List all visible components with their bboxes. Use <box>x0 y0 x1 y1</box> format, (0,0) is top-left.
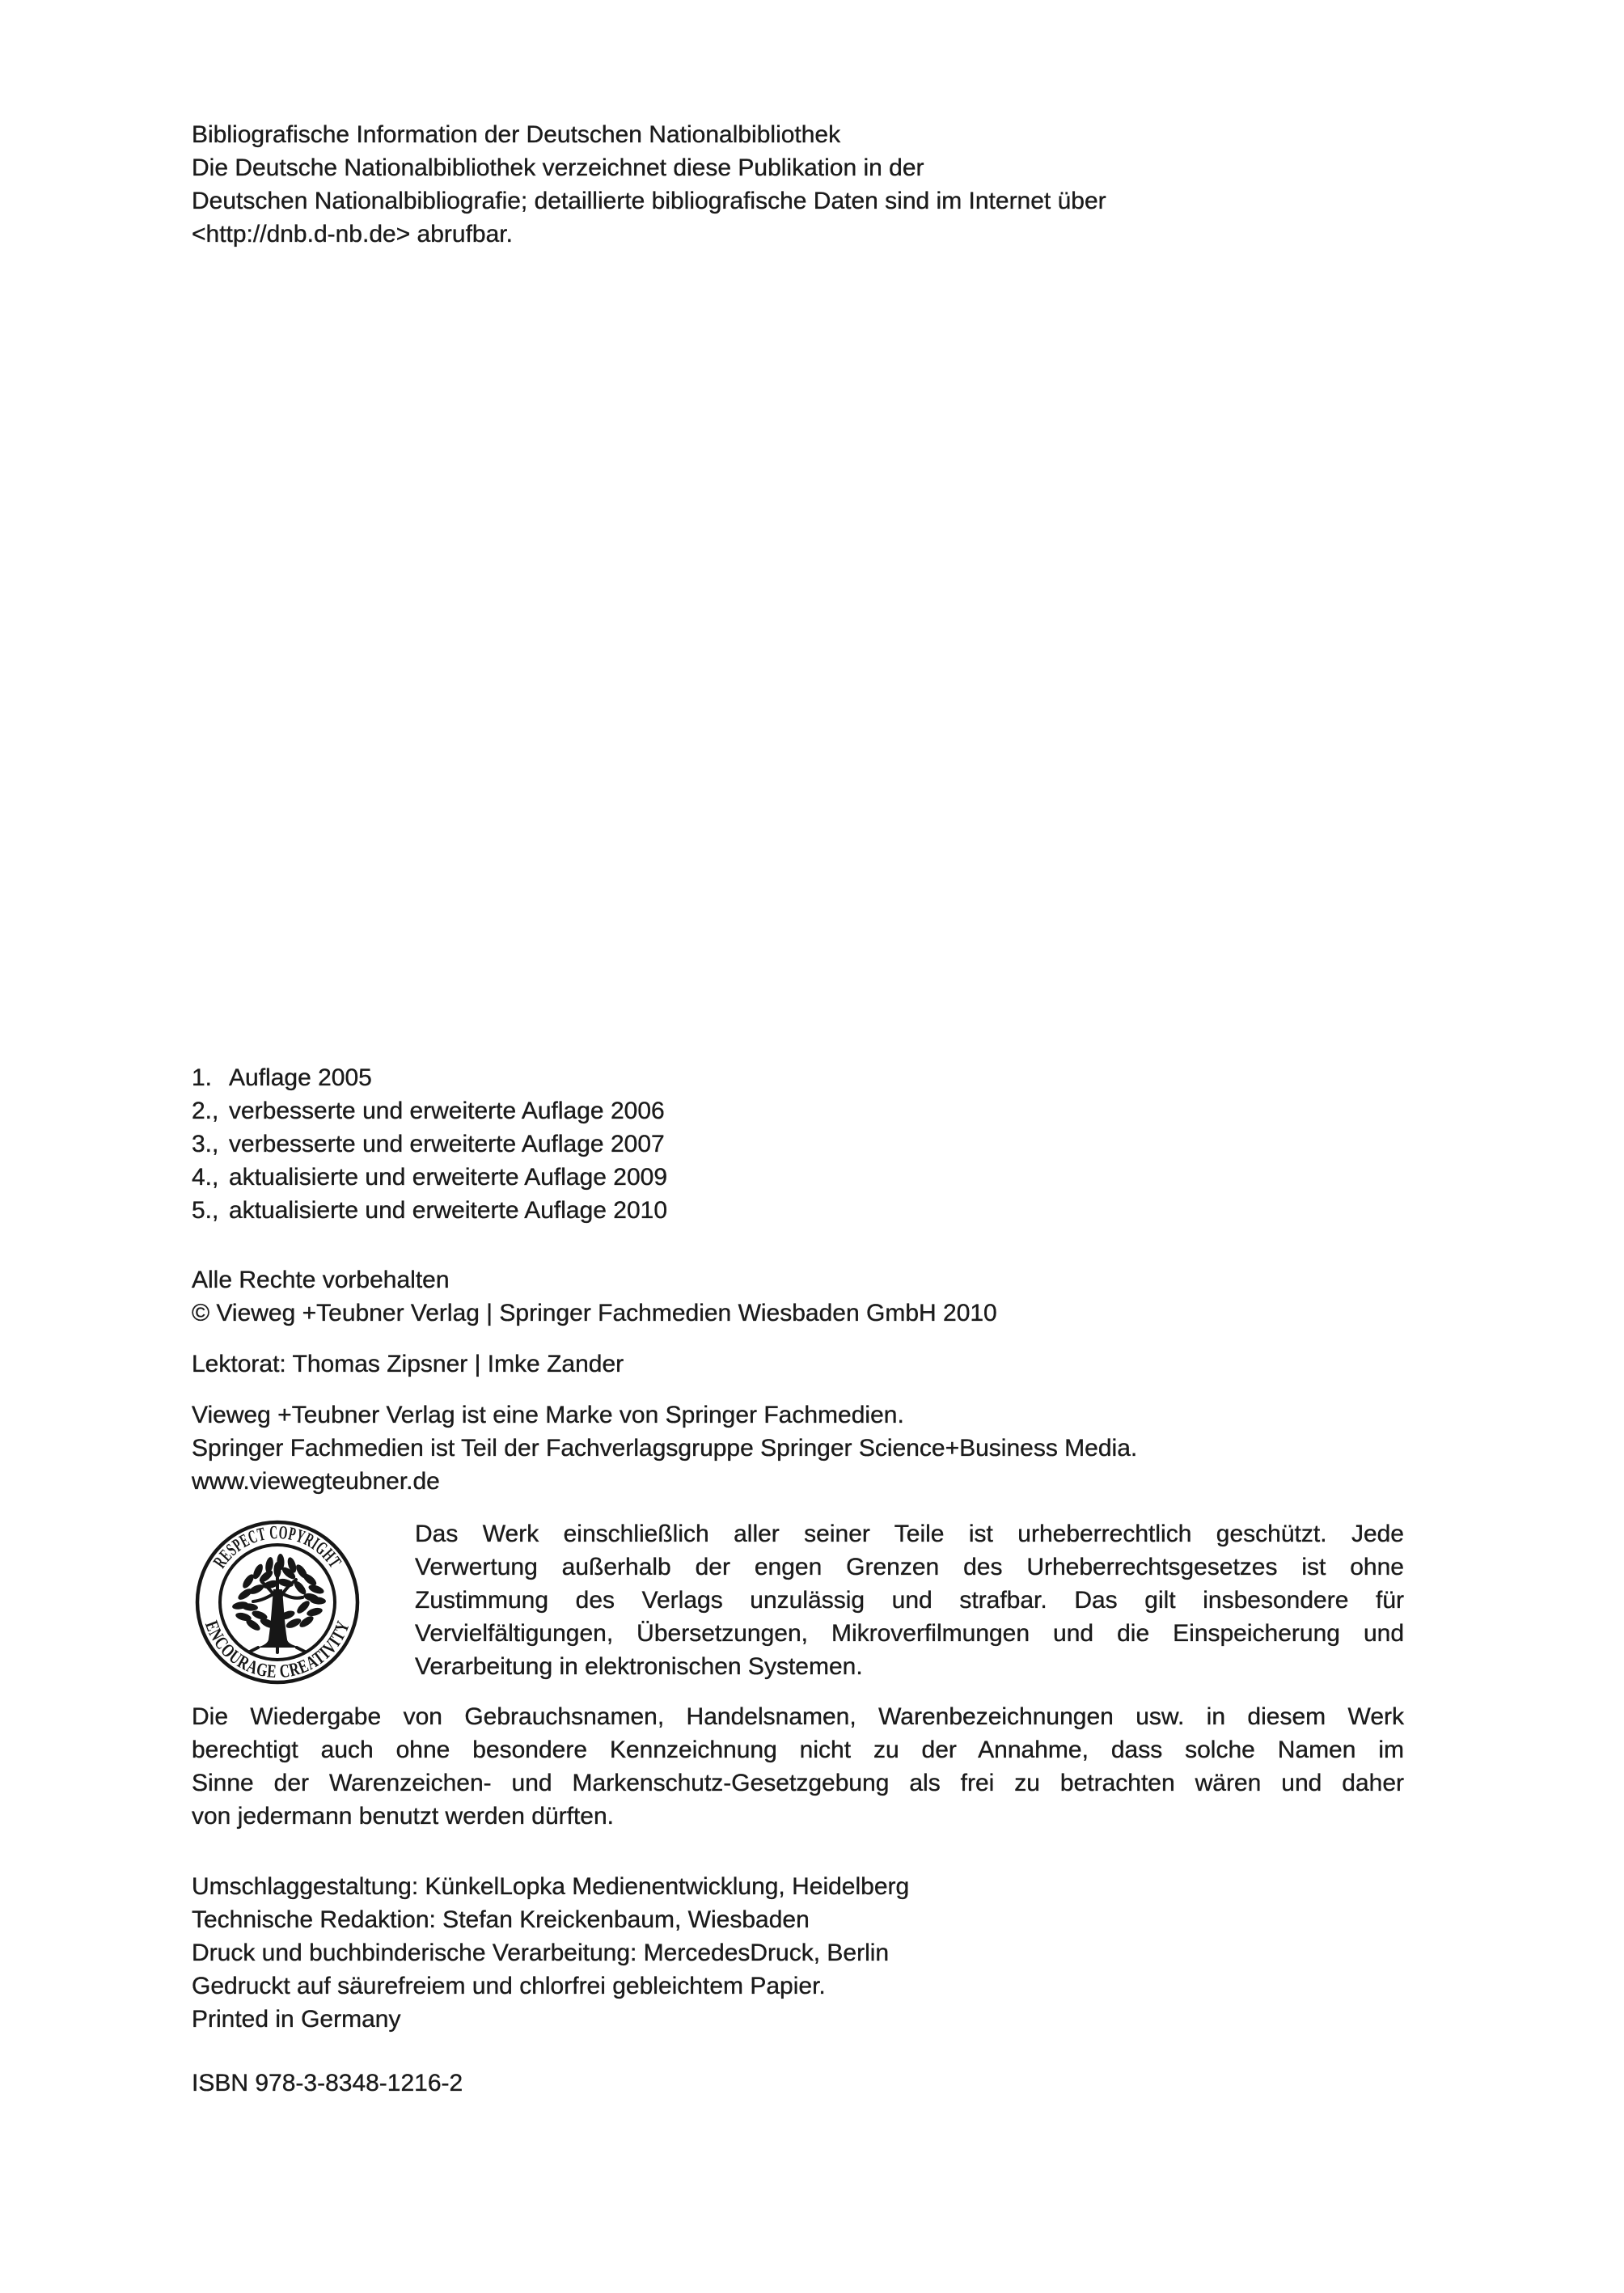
bibliographic-note-line: Deutschen Nationalbibliografie; detaillierte bibliografische Daten sind im Internet über <box>192 188 1106 214</box>
edition-text: aktualisierte und erweiterte Auflage 2009 <box>229 1164 668 1191</box>
edition-row <box>192 1194 1421 1227</box>
copyright-notice-line: Das Werk einschließlich aller seiner Teile ist urheberrechtlich geschützt. Jede <box>415 1521 1404 1547</box>
imprint-line: Springer Fachmedien ist Teil der Fachverlagsgruppe Springer Science+Business Media. <box>192 1435 1138 1462</box>
edition-text: verbesserte und erweiterte Auflage 2006 <box>229 1098 665 1124</box>
editorial-credit-line: Lektorat: Thomas Zipsner | Imke Zander <box>192 1351 624 1377</box>
edition-row <box>192 1094 1421 1127</box>
copyright-notice <box>415 1517 1404 1683</box>
imprint-line: Vieweg +Teubner Verlag ist eine Marke von Springer Fachmedien. <box>192 1402 904 1428</box>
trademark-notice <box>192 1700 1404 1833</box>
imprint-note <box>192 1398 1421 1498</box>
publisher-url: www.viewegteubner.de <box>192 1468 440 1495</box>
bibliographic-note-line: Bibliografische Information der Deutschen Nationalbibliothek <box>192 121 841 148</box>
copyright-notice-line: Zustimmung des Verlags unzulässig und strafbar. Das gilt insbesondere für <box>415 1587 1404 1614</box>
edition-row <box>192 1161 1421 1194</box>
edition-text: Auflage 2005 <box>229 1064 372 1091</box>
edition-number: 4., <box>192 1164 219 1191</box>
rights-statement <box>192 1263 1421 1330</box>
edition-text: verbesserte und erweiterte Auflage 2007 <box>229 1131 665 1157</box>
tree-icon <box>231 1554 326 1652</box>
bibliographic-note-line: <http://dnb.d-nb.de> abrufbar. <box>192 221 513 247</box>
isbn <box>192 2067 1421 2100</box>
edition-row <box>192 1127 1421 1161</box>
publisher-seal <box>195 1520 360 1685</box>
copyright-notice-line: Verwertung außerhalb der engen Grenzen des Urheberrechtsgesetzes ist ohne <box>415 1554 1404 1580</box>
edition-number: 3., <box>192 1131 219 1157</box>
edition-history <box>192 1061 1421 1227</box>
trademark-notice-line: Die Wiedergabe von Gebrauchsnamen, Handelsnamen, Warenbezeichnungen usw. in diesem Werk <box>192 1703 1404 1730</box>
copyright-notice-line: Verarbeitung in elektronischen Systemen. <box>415 1653 863 1680</box>
seal-top-text: RESPECT COPYRIGHT <box>209 1521 349 1576</box>
edition-text: aktualisierte und erweiterte Auflage 2010 <box>229 1197 668 1224</box>
edition-number: 2., <box>192 1098 219 1124</box>
production-credits <box>192 1870 1421 2036</box>
edition-number: 5., <box>192 1197 219 1224</box>
publisher-copyright-line: © Vieweg +Teubner Verlag | Springer Fachmedien Wiesbaden GmbH 2010 <box>192 1300 997 1326</box>
trademark-notice-line: Sinne der Warenzeichen- und Markenschutz-Gesetzgebung als frei zu betrachten wären und daher <box>192 1770 1404 1796</box>
isbn-number: ISBN 978-3-8348-1216-2 <box>192 2070 463 2096</box>
bibliographic-note-line: Die Deutsche Nationalbibliothek verzeichnet diese Publikation in der <box>192 154 924 181</box>
paper-note: Gedruckt auf säurefreiem und chlorfrei gebleichtem Papier. <box>192 1973 826 1999</box>
rights-line: Alle Rechte vorbehalten <box>192 1267 450 1293</box>
trademark-notice-line: berechtigt auch ohne besondere Kennzeichnung nicht zu der Annahme, dass solche Namen im <box>192 1737 1404 1763</box>
edition-row <box>192 1061 1421 1094</box>
editorial-credit <box>192 1347 1421 1381</box>
trademark-notice-line: von jedermann benutzt werden dürften. <box>192 1803 614 1830</box>
respect-copyright-seal-icon <box>195 1520 360 1685</box>
bibliographic-note <box>192 118 1421 251</box>
seal-bottom-text: ENCOURAGE CREATIVITY <box>201 1614 355 1682</box>
edition-number: 1. <box>192 1064 213 1091</box>
copyright-notice-line: Vervielfältigungen, Übersetzungen, Mikroverfilmungen und die Einspeicherung und <box>415 1620 1404 1647</box>
cover-design-credit: Umschlaggestaltung: KünkelLopka Medienentwicklung, Heidelberg <box>192 1873 910 1900</box>
printed-in-note: Printed in Germany <box>192 2006 401 2033</box>
technical-editing-credit: Technische Redaktion: Stefan Kreickenbaum, Wiesbaden <box>192 1906 810 1933</box>
printing-credit: Druck und buchbinderische Verarbeitung: MercedesDruck, Berlin <box>192 1940 890 1966</box>
